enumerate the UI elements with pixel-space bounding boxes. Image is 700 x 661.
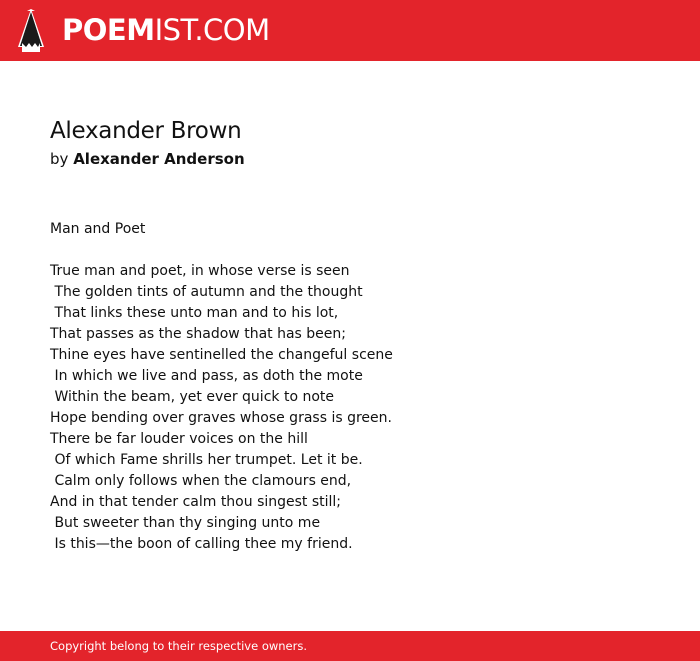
site-logo[interactable] <box>62 13 270 47</box>
poem-line: Of which Fame shrills her trumpet. Let it be. <box>50 452 363 468</box>
poem-line <box>50 240 393 261</box>
poem-line: But sweeter than thy singing unto me <box>50 515 321 531</box>
poem-line: Within the beam, yet ever quick to note <box>50 389 334 405</box>
poem-line: Thine eyes have sentinelled the changeful scene <box>50 347 393 363</box>
poem-line: In which we live and pass, as doth the mote <box>50 368 363 384</box>
poem-line: Calm only follows when the clamours end, <box>50 473 352 489</box>
poem-line: And in that tender calm thou singest still; <box>50 494 342 510</box>
pencil-icon <box>18 9 44 52</box>
logo-light-text: IST.COM <box>154 13 270 47</box>
poem-title: Alexander Brown <box>50 118 242 144</box>
byline-prefix: by <box>50 150 69 168</box>
poem-line: The golden tints of autumn and the thought <box>50 284 363 300</box>
poem-body <box>50 219 393 555</box>
poem-line: True man and poet, in whose verse is seen <box>50 263 350 279</box>
poem-line: There be far louder voices on the hill <box>50 431 308 447</box>
poem-line: That passes as the shadow that has been; <box>50 326 346 342</box>
poem-byline <box>50 149 245 169</box>
poem-author: Alexander Anderson <box>73 150 245 168</box>
poem-line: That links these unto man and to his lot, <box>50 305 339 321</box>
site-footer <box>0 631 700 661</box>
poem-line: Man and Poet <box>50 221 146 237</box>
copyright-text: Copyright belong to their respective owners. <box>50 639 308 653</box>
poem-line: Hope bending over graves whose grass is green. <box>50 410 392 426</box>
logo-bold-text: POEM <box>62 13 155 47</box>
poem-line: Is this—the boon of calling thee my friend. <box>50 536 353 552</box>
site-header <box>0 0 700 61</box>
